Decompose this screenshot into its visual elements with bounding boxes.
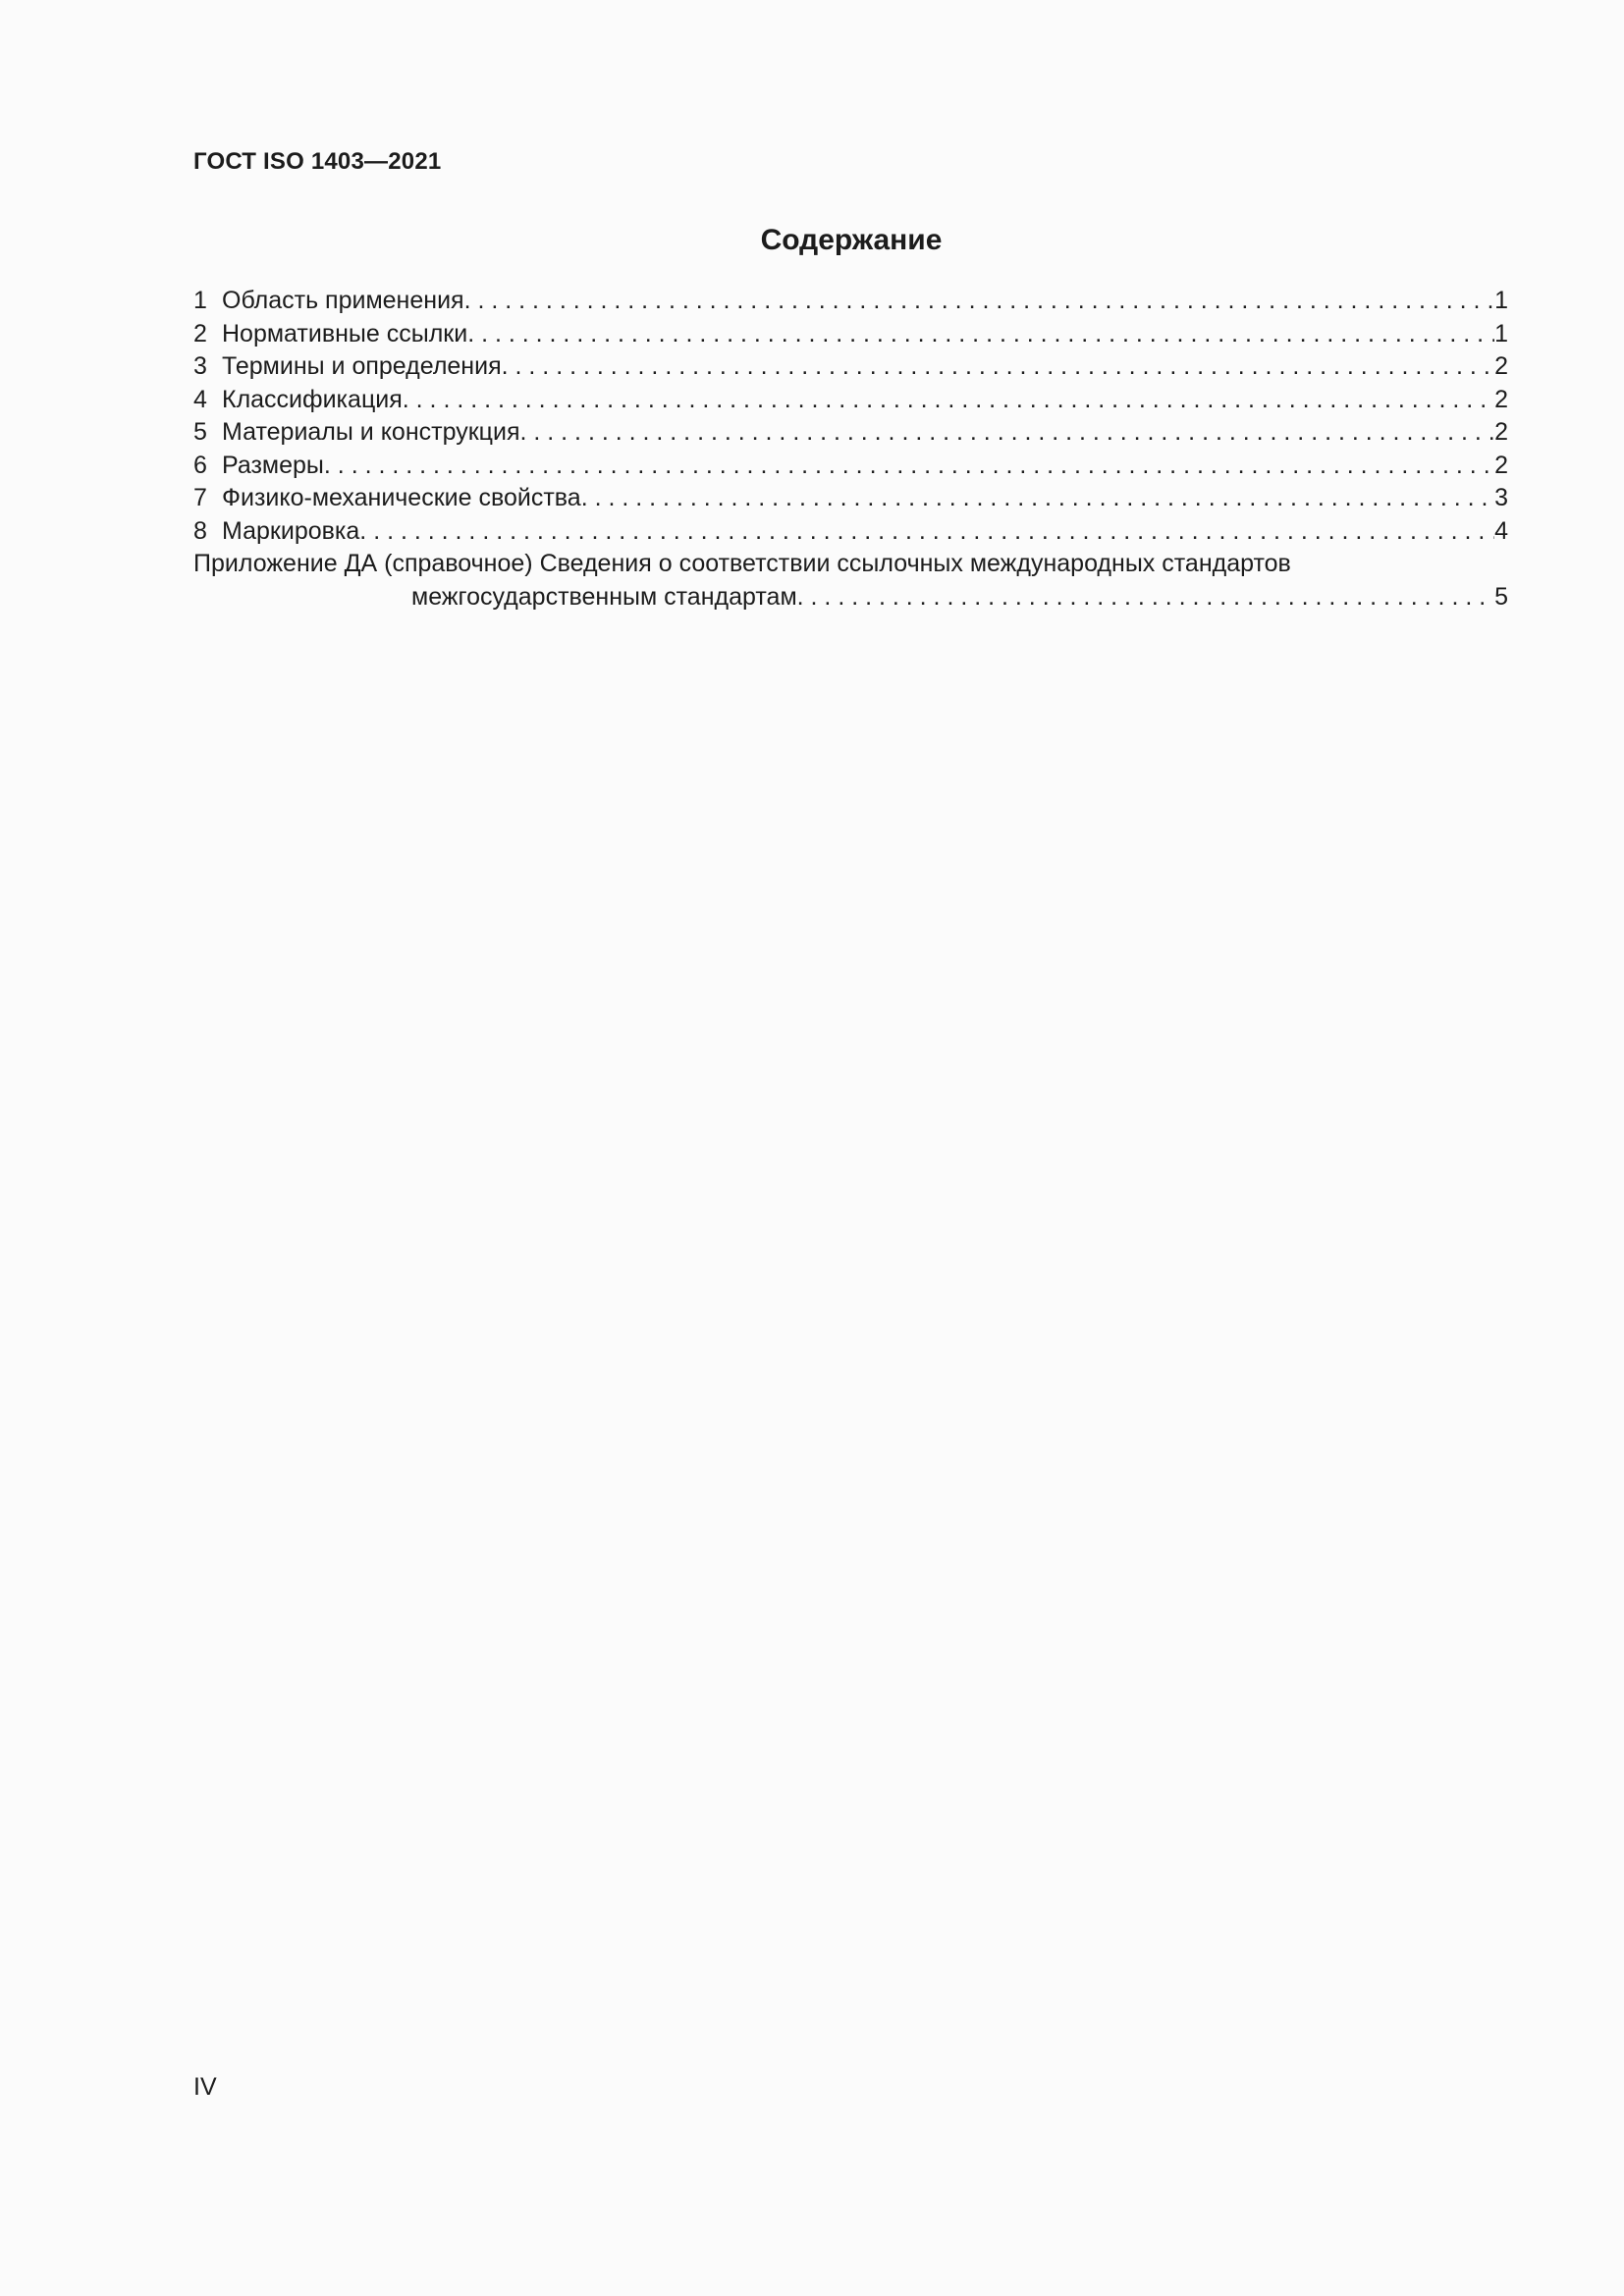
toc-item-page: 1 bbox=[1494, 319, 1508, 347]
toc-appendix-continuation bbox=[193, 581, 1508, 614]
toc-item-label: Классификация bbox=[222, 385, 403, 413]
toc-item[interactable] bbox=[193, 318, 1508, 351]
toc-appendix-item[interactable] bbox=[193, 548, 1508, 614]
toc-leader-dots bbox=[324, 450, 1494, 483]
toc-appendix-title: Приложение ДА (справочное) Сведения о соответствии ссылочных международных стандартов bbox=[193, 550, 1291, 577]
toc-item[interactable] bbox=[193, 350, 1508, 384]
toc-item[interactable] bbox=[193, 384, 1508, 417]
toc-item-label: Нормативные ссылки bbox=[222, 319, 468, 347]
toc-item-label: Термины и определения bbox=[222, 352, 502, 380]
toc-leader-dots bbox=[502, 350, 1494, 384]
toc-item-page: 2 bbox=[1494, 418, 1508, 446]
toc-item-label: Область применения bbox=[222, 287, 464, 314]
toc-item-label: Физико-механические свойства bbox=[222, 484, 581, 511]
toc-item-page: 4 bbox=[1494, 516, 1508, 545]
toc-leader-dots bbox=[519, 416, 1494, 450]
toc-leader-dots bbox=[467, 318, 1494, 351]
toc-item-number: 8 bbox=[193, 516, 207, 545]
document-header: ГОСТ ISO 1403—2021 bbox=[193, 148, 442, 175]
toc-leader-dots bbox=[797, 581, 1494, 614]
toc-leader-dots bbox=[581, 482, 1494, 515]
toc-item[interactable] bbox=[193, 482, 1508, 515]
toc-item-label: Маркировка bbox=[222, 516, 360, 545]
toc-leader-dots bbox=[464, 285, 1495, 318]
toc-item-number: 6 bbox=[193, 451, 207, 479]
toc-appendix-page: 5 bbox=[1494, 582, 1508, 611]
toc-item-number: 7 bbox=[193, 484, 207, 511]
toc-item[interactable] bbox=[193, 285, 1508, 318]
toc-item-label: Размеры bbox=[222, 451, 324, 479]
toc-item-page: 2 bbox=[1494, 385, 1508, 413]
page-number: IV bbox=[193, 2073, 217, 2101]
toc-title: Содержание bbox=[760, 224, 943, 256]
toc-item-number: 4 bbox=[193, 385, 207, 413]
table-of-contents bbox=[193, 285, 1508, 614]
toc-leader-dots bbox=[403, 384, 1494, 417]
toc-item-page: 2 bbox=[1494, 451, 1508, 479]
toc-item-page: 3 bbox=[1494, 484, 1508, 511]
toc-item-number: 2 bbox=[193, 319, 207, 347]
toc-leader-dots bbox=[359, 515, 1494, 549]
toc-item-label: Материалы и конструкция bbox=[222, 418, 520, 446]
toc-item-number: 1 bbox=[193, 287, 207, 314]
toc-appendix-label: межгосударственным стандартам bbox=[411, 582, 797, 611]
toc-item[interactable] bbox=[193, 416, 1508, 450]
toc-item-number: 5 bbox=[193, 418, 207, 446]
toc-item-number: 3 bbox=[193, 352, 207, 380]
toc-item[interactable] bbox=[193, 515, 1508, 549]
toc-item-page: 2 bbox=[1494, 352, 1508, 380]
toc-item-page: 1 bbox=[1494, 287, 1508, 314]
toc-item[interactable] bbox=[193, 450, 1508, 483]
